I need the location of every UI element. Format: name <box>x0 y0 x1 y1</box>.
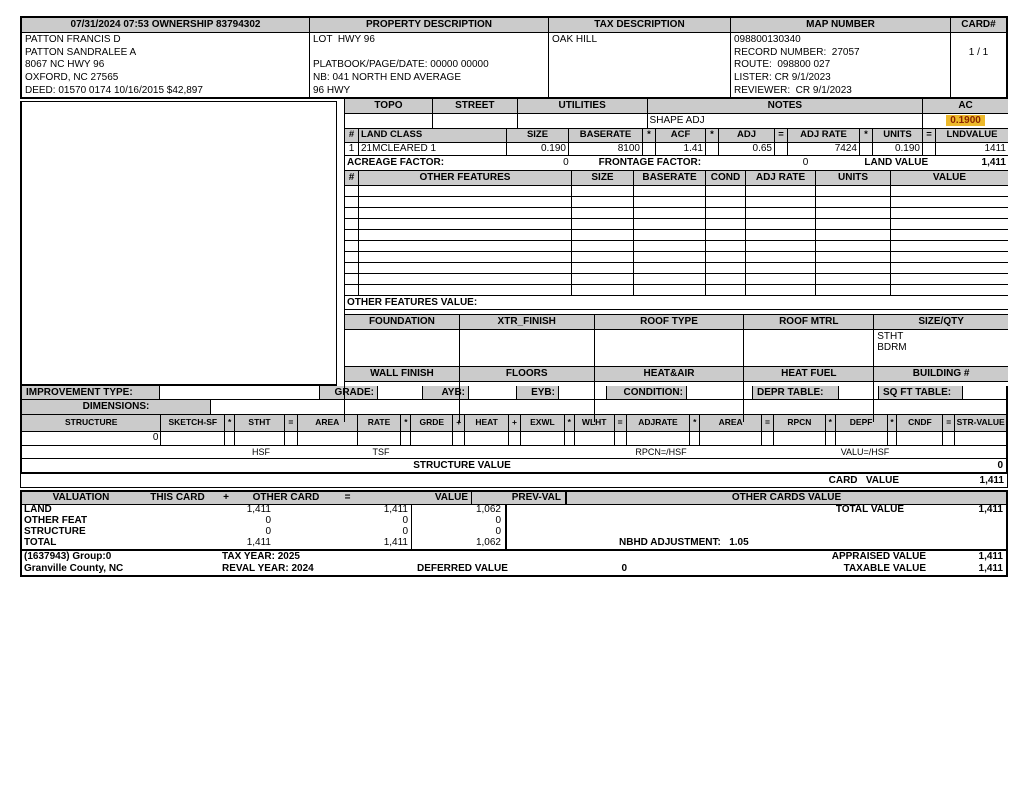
valuation-row-land: LAND 1,411 1,411 1,062 TOTAL VALUE 1,411 <box>22 505 1006 516</box>
frontage-factor-label: FRONTAGE FACTOR: <box>598 157 702 168</box>
sketch-area <box>20 101 337 386</box>
land-col-baserate: BASERATE <box>569 129 643 142</box>
tsf-label: TSF <box>372 447 390 457</box>
land-col-mult2: * <box>706 129 719 142</box>
card-value-label: CARD VALUE <box>828 475 899 486</box>
card-value: 1,411 <box>979 475 1004 486</box>
frontage-factor-value: 0 <box>802 157 809 168</box>
eyb-label: EYB: <box>517 386 559 399</box>
value-header: VALUE <box>360 492 472 504</box>
other-card-header: OTHER CARD <box>252 492 320 503</box>
other-features-empty-row <box>345 274 1008 285</box>
topo-value <box>345 114 433 128</box>
property-description-header: PROPERTY DESCRIPTION <box>310 18 548 33</box>
tax-year: TAX YEAR: 2025 <box>222 551 300 562</box>
land-value: 1,411 <box>981 157 1006 168</box>
valuation-header-row: VALUATION THIS CARD + OTHER CARD = VALUE PREV-VAL OTHER CARDS VALUE <box>22 492 1006 505</box>
valuation-table <box>20 490 1008 549</box>
map-number-body <box>731 33 950 97</box>
xtr-finish-value <box>460 330 595 366</box>
rpcn-label: RPCN=/HSF <box>635 447 687 457</box>
wall-finish-header: WALL FINISH <box>345 367 460 381</box>
land-adjrate-value: 7424 <box>788 143 860 155</box>
tax-description-value: OAK HILL <box>552 34 598 45</box>
land-factors-row <box>345 156 1008 171</box>
floors-header: FLOORS <box>460 367 595 381</box>
parcel-id: (1637943) Group:0 <box>24 551 112 562</box>
sketch-sf-value: 0 <box>22 432 161 445</box>
of-col-value: VALUE <box>891 171 1008 185</box>
footer-row-2 <box>22 563 1006 575</box>
other-features-empty-row <box>345 285 1008 296</box>
structure-value-row <box>22 459 1006 474</box>
ac-highlighted-value: 0.1900 <box>946 115 985 126</box>
nbhd-adjustment-label: NBHD ADJUSTMENT: <box>619 538 721 548</box>
lister: LISTER: CR 9/1/2023 <box>734 72 831 84</box>
ownership-body <box>22 33 309 97</box>
card-number-value: 1 / 1 <box>968 47 989 58</box>
land-col-class: LAND CLASS <box>359 129 507 142</box>
other-features-empty-row <box>345 219 1008 230</box>
total-value: 1,411 <box>978 505 1003 515</box>
xtr-finish-header: XTR_FINISH <box>460 315 595 329</box>
map-number-header: MAP NUMBER <box>731 18 950 33</box>
size-qty-value: STHT BDRM <box>877 331 907 353</box>
acreage-factor-label: ACREAGE FACTOR: <box>347 157 445 168</box>
valuation-row-structure: STRUCTURE 0 0 0 <box>22 527 1006 538</box>
valuation-row-total: TOTAL 1,411 1,411 1,062 NBHD ADJUSTMENT: 1.05 <box>24 538 749 548</box>
land-baserate-value: 8100 <box>569 143 643 155</box>
other-features-empty-row <box>345 197 1008 208</box>
land-col-acf: ACF <box>656 129 706 142</box>
street-header: STREET <box>433 99 518 113</box>
other-features-empty-row <box>345 252 1008 263</box>
land-col-lndvalue: LNDVALUE <box>936 129 1008 142</box>
footer-row-1 <box>22 551 1006 563</box>
street-value <box>433 114 518 128</box>
ac-value-cell <box>923 114 1008 128</box>
foundation-value <box>345 330 460 366</box>
roof-type-value <box>595 330 745 366</box>
card-value-row <box>20 474 1008 488</box>
this-card-header: THIS CARD <box>150 492 205 503</box>
heat-air-value <box>595 382 745 422</box>
land-col-size: SIZE <box>507 129 569 142</box>
land-units-value: 0.190 <box>873 143 923 155</box>
of-col-features: OTHER FEATURES <box>359 171 572 185</box>
valu-label: VALU=/HSF <box>840 447 890 457</box>
condition-label: CONDITION: <box>607 386 687 399</box>
land-col-eq2: = <box>923 129 936 142</box>
improvement-type-value <box>160 386 320 399</box>
land-col-units: UNITS <box>873 129 923 142</box>
structure-table <box>20 415 1008 474</box>
topo-header: TOPO <box>345 99 433 113</box>
reviewer: REVIEWER: CR 9/1/2023 <box>734 84 852 96</box>
deed-info: DEED: 01570 0174 10/16/2015 $42,897 <box>25 84 203 96</box>
lot-line: LOT HWY 96 <box>313 34 375 45</box>
valuation-row-other-feat: OTHER FEAT 0 0 0 <box>22 516 1006 527</box>
notes-value: SHAPE ADJ <box>648 114 924 128</box>
appraised-value: 1,411 <box>978 551 1003 562</box>
land-class-value: 21MCLEARED 1 <box>359 143 507 155</box>
utilities-value <box>518 114 648 128</box>
footer-table <box>20 549 1008 577</box>
county-name: Granville County, NC <box>24 563 124 574</box>
other-features-empty-row <box>345 230 1008 241</box>
of-col-baserate: BASERATE <box>634 171 706 185</box>
foundation-header: FOUNDATION <box>345 315 460 329</box>
structure-data-row <box>22 432 1006 446</box>
other-features-empty-row <box>345 208 1008 219</box>
land-size-value: 0.190 <box>507 143 569 155</box>
acreage-factor-value: 0 <box>563 157 569 168</box>
of-col-cond: COND <box>706 171 746 185</box>
nb-line: NB: 041 NORTH END AVERAGE <box>313 72 462 84</box>
header-table <box>20 16 1008 99</box>
notes-header: NOTES <box>648 99 924 113</box>
reval-year: REVAL YEAR: 2024 <box>222 563 314 574</box>
appraised-value-label: APPRAISED VALUE <box>831 551 926 562</box>
structure-value: 0 <box>997 460 1003 471</box>
tax-description-column <box>549 18 731 97</box>
building-num-header: BUILDING # <box>874 367 1008 381</box>
owner-address: 8067 NC HWY 96 <box>25 59 105 71</box>
map-number-column <box>731 18 951 97</box>
structure-value-label: STRUCTURE VALUE <box>413 460 511 471</box>
other-features-value-label: OTHER FEATURES VALUE: <box>345 296 1008 310</box>
hsf-label: HSF <box>252 447 270 457</box>
utilities-header: UTILITIES <box>518 99 648 113</box>
deferred-value-label: DEFERRED VALUE <box>417 563 508 574</box>
land-col-adj: ADJ <box>719 129 775 142</box>
of-col-size: SIZE <box>572 171 634 185</box>
total-value-label: TOTAL VALUE <box>835 505 904 515</box>
heat-fuel-value <box>744 382 874 422</box>
ac-header: AC <box>923 99 1008 113</box>
land-adj-value: 0.65 <box>719 143 775 155</box>
sqft-table-label: SQ FT TABLE: <box>879 386 963 399</box>
other-features-empty-row <box>345 241 1008 252</box>
ayb-label: AYB: <box>423 386 469 399</box>
land-lndvalue: 1411 <box>984 143 1006 154</box>
land-col-num: # <box>345 129 359 142</box>
owner-name-1: PATTON FRANCIS D <box>25 34 121 45</box>
structure-footer-row <box>22 446 1006 459</box>
land-col-mult1: * <box>643 129 656 142</box>
heat-fuel-header: HEAT FUEL <box>744 367 874 381</box>
deferred-value: 0 <box>621 563 627 574</box>
of-col-units: UNITS <box>816 171 891 185</box>
other-cards-value-header: OTHER CARDS VALUE <box>731 492 842 503</box>
size-qty-header: SIZE/QTY <box>874 315 1008 329</box>
route: ROUTE: 098800 027 <box>734 59 831 71</box>
land-value-label: LAND VALUE <box>864 157 929 168</box>
of-col-adjrate: ADJ RATE <box>746 171 816 185</box>
map-number-value: 098800130340 <box>734 34 801 45</box>
owner-name-2: PATTON SANDRALEE A <box>25 46 137 58</box>
record-number: RECORD NUMBER: 27057 <box>734 46 860 58</box>
floors-value <box>460 382 595 422</box>
of-col-num: # <box>345 171 359 185</box>
dimensions-label: DIMENSIONS: <box>82 401 150 412</box>
ownership-column <box>22 18 310 97</box>
land-panel <box>344 99 1008 422</box>
depr-table-label: DEPR TABLE: <box>753 386 839 399</box>
property-record-card <box>20 16 1008 577</box>
land-acf-value: 1.41 <box>656 143 706 155</box>
building-num-value <box>874 382 1008 422</box>
land-col-adjrate: ADJ RATE <box>788 129 860 142</box>
ownership-header: 07/31/2024 07:53 OWNERSHIP 83794302 <box>22 18 309 33</box>
platbook-line: PLATBOOK/PAGE/DATE: 00000 00000 <box>313 59 489 71</box>
grade-label: GRADE: <box>320 386 378 399</box>
nbhd-adjustment-value: 1.05 <box>729 538 749 548</box>
land-row: 1 21MCLEARED 1 0.190 8100 1.41 0.65 7424 0.190 1411 <box>345 143 1008 156</box>
other-features-empty-row <box>345 186 1008 197</box>
card-number-header: CARD# <box>951 18 1006 33</box>
property-description-column <box>310 18 549 97</box>
wall-finish-value <box>345 382 460 422</box>
land-col-mult3: * <box>860 129 873 142</box>
heat-air-header: HEAT&AIR <box>595 367 745 381</box>
roof-mtrl-value <box>744 330 874 366</box>
roof-type-header: ROOF TYPE <box>595 315 745 329</box>
property-description-body <box>310 33 548 97</box>
tax-description-body <box>549 33 730 97</box>
land-col-eq1: = <box>775 129 788 142</box>
roof-mtrl-header: ROOF MTRL <box>744 315 874 329</box>
other-features-empty-row <box>345 263 1008 274</box>
tax-description-header: TAX DESCRIPTION <box>549 18 730 33</box>
card-number-column <box>951 18 1006 97</box>
valuation-col-header: VALUATION <box>52 492 110 503</box>
prev-val-header: PREV-VAL <box>472 492 567 504</box>
improvement-type-label: IMPROVEMENT TYPE: <box>22 386 160 399</box>
structure-header-row: STRUCTURE SKETCH-SF * STHT = AREA RATE * GRDE + HEAT + EXWL * WLHT = ADJRATE * AREA = RPCN * DEPF * CNDF = STR-VALUE <box>22 415 1006 432</box>
hwy-line: 96 HWY <box>313 84 351 96</box>
taxable-value-label: TAXABLE VALUE <box>843 563 926 574</box>
owner-city: OXFORD, NC 27565 <box>25 72 119 84</box>
taxable-value: 1,411 <box>978 563 1003 574</box>
